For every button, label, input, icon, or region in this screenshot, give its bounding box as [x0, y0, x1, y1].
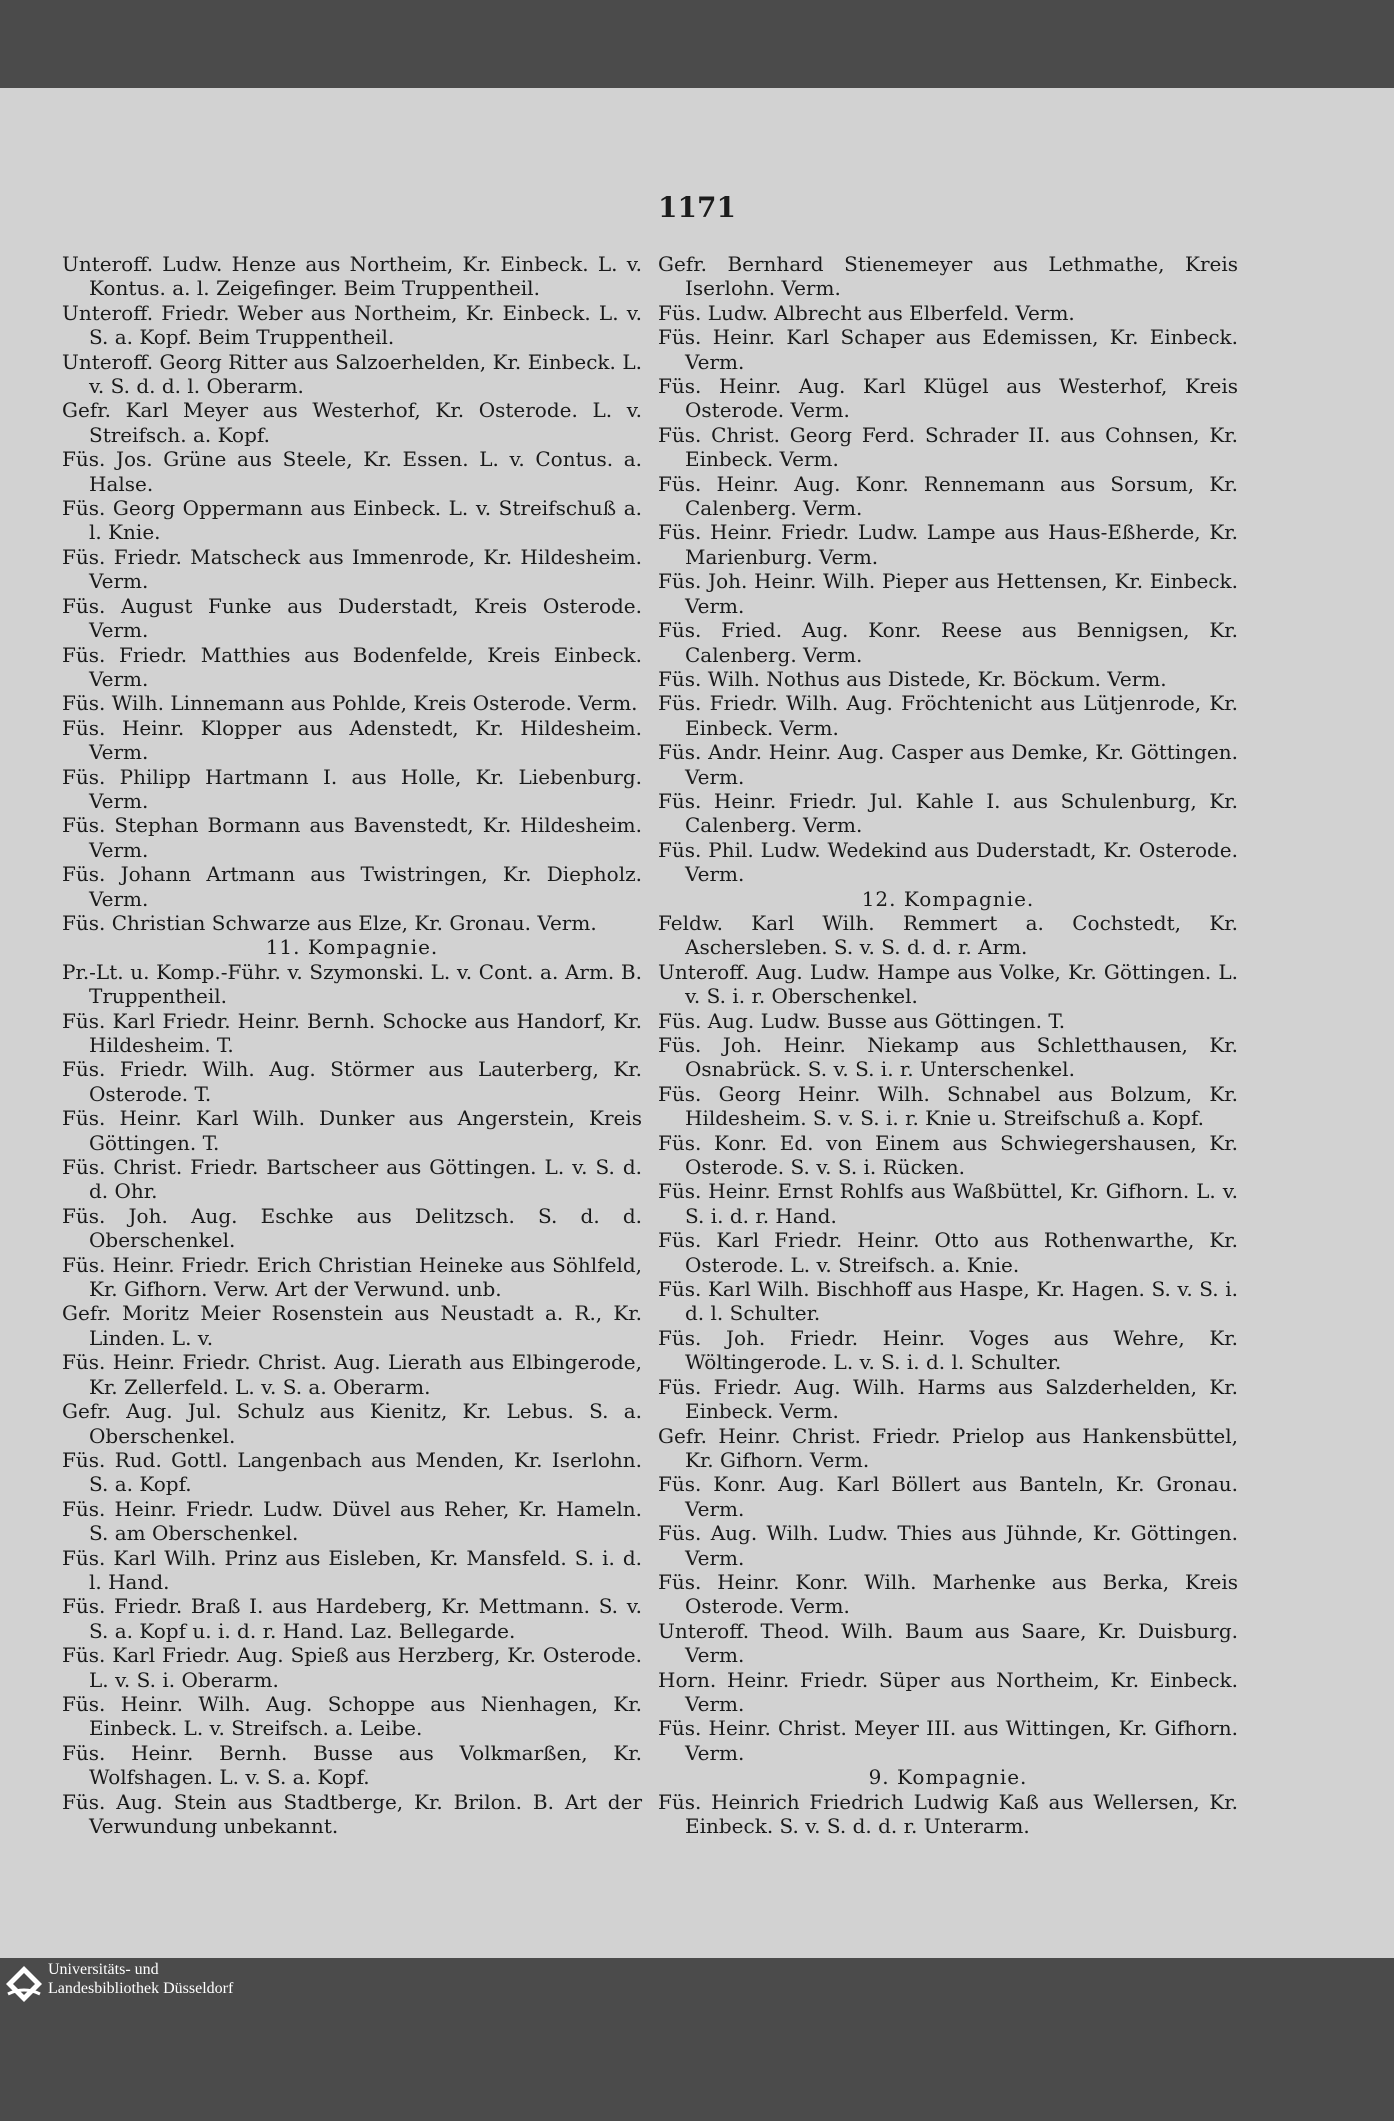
casualty-entry: Füs. Joh. Aug. Eschke aus Delitzsch. S. d. d. Oberschenkel. — [62, 1203, 642, 1253]
casualty-entry: Füs. Fried. Aug. Konr. Reese aus Bennigsen, Kr. Calenberg. Verm. — [658, 618, 1238, 667]
casualty-entry: Füs. Joh. Heinr. Wilh. Pieper aus Hettensen, Kr. Einbeck. Verm. — [658, 569, 1238, 618]
casualty-entry: Füs. Friedr. Braß I. aus Hardeberg, Kr. Mettmann. S. v. S. a. Kopf u. i. d. r. Hand. Laz. Bellegarde. — [62, 1594, 642, 1643]
casualty-entry: Füs. Jos. Grüne aus Steele, Kr. Essen. L. v. Contus. a. Halse. — [62, 447, 642, 496]
casualty-entry: Gefr. Moritz Meier Rosenstein aus Neustadt a. R., Kr. Linden. L. v. — [62, 1301, 642, 1350]
casualty-entry: Füs. Joh. Friedr. Heinr. Voges aus Wehre, Kr. Wöltingerode. L. v. S. i. d. l. Schulter. — [658, 1325, 1238, 1375]
casualty-entry: Füs. Rud. Gottl. Langenbach aus Menden, Kr. Iserlohn. S. a. Kopf. — [62, 1447, 642, 1497]
casualty-entry: Füs. Karl Wilh. Prinz aus Eisleben, Kr. Mansfeld. S. i. d. l. Hand. — [62, 1545, 642, 1594]
casualty-entry: Füs. Andr. Heinr. Aug. Casper aus Demke, Kr. Göttingen. Verm. — [658, 740, 1238, 789]
company-heading: 9. Kompagnie. — [868, 1765, 1028, 1790]
casualty-entry: Füs. Karl Friedr. Heinr. Otto aus Rothenwarthe, Kr. Osterode. L. v. Streifsch. a. Knie. — [658, 1228, 1238, 1277]
casualty-entry: Füs. Karl Wilh. Bischhoff aus Haspe, Kr. Hagen. S. v. S. i. d. l. Schulter. — [658, 1277, 1238, 1326]
casualty-entry: Füs. Aug. Ludw. Busse aus Göttingen. T. — [658, 1008, 1066, 1033]
casualty-entry: Unteroff. Ludw. Henze aus Northeim, Kr. Einbeck. L. v. Kontus. a. l. Zeigefinger. Beim Truppentheil. — [62, 252, 642, 301]
casualty-entry: Füs. Heinr. Friedr. Christ. Aug. Lierath aus Elbingerode, Kr. Zellerfeld. L. v. S. a. Oberarm. — [62, 1350, 642, 1399]
casualty-entry: Gefr. Heinr. Christ. Friedr. Prielop aus Hankensbüttel, Kr. Gifhorn. Verm. — [658, 1423, 1238, 1472]
library-logo-icon — [4, 1964, 44, 2004]
casualty-entry: Füs. Ludw. Albrecht aus Elberfeld. Verm. — [658, 300, 1075, 325]
casualty-entry: Unteroff. Theod. Wilh. Baum aus Saare, Kr. Duisburg. Verm. — [658, 1618, 1238, 1668]
casualty-entry: Füs. Heinr. Klopper aus Adenstedt, Kr. Hildesheim. Verm. — [62, 715, 642, 765]
casualty-entry: Füs. Christian Schwarze aus Elze, Kr. Gronau. Verm. — [62, 910, 597, 935]
casualty-entry: Unteroff. Georg Ritter aus Salzoerhelden, Kr. Einbeck. L. v. S. d. d. l. Oberarm. — [62, 349, 642, 399]
casualty-entry: Füs. Heinr. Karl Schaper aus Edemissen, Kr. Einbeck. Verm. — [658, 325, 1238, 374]
casualty-entry: Füs. Wilh. Nothus aus Distede, Kr. Böckum. Verm. — [658, 666, 1167, 691]
casualty-entry: Pr.-Lt. u. Komp.-Führ. v. Szymonski. L. v. Cont. a. Arm. B. Truppentheil. — [62, 959, 642, 1009]
casualty-entry: Gefr. Karl Meyer aus Westerhof, Kr. Osterode. L. v. Streifsch. a. Kopf. — [62, 398, 642, 447]
left-column — [62, 252, 642, 1838]
casualty-entry: Füs. Friedr. Matthies aus Bodenfelde, Kreis Einbeck. Verm. — [62, 642, 642, 691]
casualty-entry: Füs. Georg Oppermann aus Einbeck. L. v. Streifschuß a. l. Knie. — [62, 496, 642, 545]
right-column — [658, 252, 1238, 1838]
casualty-entry: Unteroff. Friedr. Weber aus Northeim, Kr. Einbeck. L. v. S. a. Kopf. Beim Truppentheil. — [62, 300, 642, 350]
casualty-entry: Füs. Heinr. Konr. Wilh. Marhenke aus Berka, Kreis Osterode. Verm. — [658, 1569, 1238, 1619]
casualty-entry: Füs. Heinr. Friedr. Jul. Kahle I. aus Schulenburg, Kr. Calenberg. Verm. — [658, 788, 1238, 838]
casualty-entry: Füs. August Funke aus Duderstadt, Kreis Osterode. Verm. — [62, 593, 642, 643]
casualty-entry: Füs. Aug. Stein aus Stadtberge, Kr. Brilon. B. Art der Verwundung unbekannt. — [62, 1789, 642, 1838]
casualty-entry: Füs. Friedr. Wilh. Aug. Fröchtenicht aus Lütjenrode, Kr. Einbeck. Verm. — [658, 691, 1238, 740]
library-name-line-1: Universitäts- und — [48, 1961, 159, 1978]
casualty-entry: Füs. Heinr. Aug. Karl Klügel aus Westerhof, Kreis Osterode. Verm. — [658, 374, 1238, 423]
library-name-line-2: Landesbibliothek Düsseldorf — [48, 1980, 234, 1997]
casualty-entry: Füs. Phil. Ludw. Wedekind aus Duderstadt, Kr. Osterode. Verm. — [658, 837, 1238, 887]
casualty-entry: Füs. Wilh. Linnemann aus Pohlde, Kreis Osterode. Verm. — [62, 691, 638, 716]
casualty-entry: Horn. Heinr. Friedr. Süper aus Northeim, Kr. Einbeck. Verm. — [658, 1667, 1238, 1716]
casualty-entry: Füs. Joh. Heinr. Niekamp aus Schletthausen, Kr. Osnabrück. S. v. S. i. r. Unterschenkel. — [658, 1033, 1238, 1082]
casualty-entry: Füs. Heinr. Ernst Rohlfs aus Waßbüttel, Kr. Gifhorn. L. v. S. i. d. r. Hand. — [658, 1179, 1238, 1228]
casualty-entry: Füs. Friedr. Wilh. Aug. Störmer aus Lauterberg, Kr. Osterode. T. — [62, 1057, 642, 1106]
company-heading: 11. Kompagnie. — [265, 935, 439, 960]
casualty-entry: Füs. Heinr. Karl Wilh. Dunker aus Angerstein, Kreis Göttingen. T. — [62, 1106, 642, 1155]
casualty-entry: Füs. Christ. Georg Ferd. Schrader II. aus Cohnsen, Kr. Einbeck. Verm. — [658, 422, 1238, 472]
casualty-entry: Füs. Heinr. Wilh. Aug. Schoppe aus Nienhagen, Kr. Einbeck. L. v. Streifsch. a. Leibe. — [62, 1691, 642, 1741]
page-number: 1171 — [658, 191, 736, 224]
company-heading: 12. Kompagnie. — [861, 886, 1035, 911]
casualty-entry: Füs. Aug. Wilh. Ludw. Thies aus Jühnde, Kr. Göttingen. Verm. — [658, 1521, 1238, 1570]
casualty-entry: Füs. Heinr. Bernh. Busse aus Volkmarßen, Kr. Wolfshagen. L. v. S. a. Kopf. — [62, 1740, 642, 1790]
casualty-entry: Füs. Karl Friedr. Heinr. Bernh. Schocke aus Handorf, Kr. Hildesheim. T. — [62, 1008, 642, 1057]
casualty-entry: Füs. Christ. Friedr. Bartscheer aus Göttingen. L. v. S. d. d. Ohr. — [62, 1155, 642, 1204]
casualty-entry: Unteroff. Aug. Ludw. Hampe aus Volke, Kr. Göttingen. L. v. S. i. r. Oberschenkel. — [658, 959, 1238, 1009]
casualty-entry: Füs. Heinrich Friedrich Ludwig Kaß aus Wellersen, Kr. Einbeck. S. v. S. d. d. r. Unterarm. — [658, 1789, 1238, 1838]
casualty-entry: Feldw. Karl Wilh. Remmert a. Cochstedt, Kr. Aschersleben. S. v. S. d. d. r. Arm. — [658, 910, 1238, 960]
casualty-entry: Füs. Heinr. Friedr. Ludw. Düvel aus Reher, Kr. Hameln. S. am Oberschenkel. — [62, 1496, 642, 1546]
casualty-entry: Gefr. Bernhard Stienemeyer aus Lethmathe, Kreis Iserlohn. Verm. — [658, 252, 1238, 301]
casualty-entry: Füs. Konr. Aug. Karl Böllert aus Banteln, Kr. Gronau. Verm. — [658, 1472, 1238, 1521]
casualty-entry: Füs. Heinr. Friedr. Ludw. Lampe aus Haus-Eßherde, Kr. Marienburg. Verm. — [658, 520, 1238, 569]
casualty-entry: Füs. Stephan Bormann aus Bavenstedt, Kr. Hildesheim. Verm. — [62, 813, 642, 862]
casualty-entry: Füs. Karl Friedr. Aug. Spieß aus Herzberg, Kr. Osterode. L. v. S. i. Oberarm. — [62, 1643, 642, 1692]
casualty-entry: Füs. Heinr. Aug. Konr. Rennemann aus Sorsum, Kr. Calenberg. Verm. — [658, 471, 1238, 521]
casualty-entry: Gefr. Aug. Jul. Schulz aus Kienitz, Kr. Lebus. S. a. Oberschenkel. — [62, 1399, 642, 1448]
casualty-entry: Füs. Heinr. Friedr. Erich Christian Heineke aus Söhlfeld, Kr. Gifhorn. Verw. Art der Verwund. unb. — [62, 1252, 642, 1302]
casualty-entry: Füs. Heinr. Christ. Meyer III. aus Wittingen, Kr. Gifhorn. Verm. — [658, 1716, 1238, 1765]
casualty-entry: Füs. Philipp Hartmann I. aus Holle, Kr. Liebenburg. Verm. — [62, 764, 642, 813]
casualty-entry: Füs. Friedr. Aug. Wilh. Harms aus Salzderhelden, Kr. Einbeck. Verm. — [658, 1374, 1238, 1424]
library-name — [48, 1960, 233, 1998]
casualty-entry: Füs. Konr. Ed. von Einem aus Schwiegershausen, Kr. Osterode. S. v. S. i. Rücken. — [658, 1130, 1238, 1180]
casualty-entry: Füs. Friedr. Matscheck aus Immenrode, Kr. Hildesheim. Verm. — [62, 544, 642, 594]
casualty-entry: Füs. Johann Artmann aus Twistringen, Kr. Diepholz. Verm. — [62, 862, 642, 911]
casualty-entry: Füs. Georg Heinr. Wilh. Schnabel aus Bolzum, Kr. Hildesheim. S. v. S. i. r. Knie u. Streifschuß a. Kopf. — [658, 1081, 1238, 1131]
